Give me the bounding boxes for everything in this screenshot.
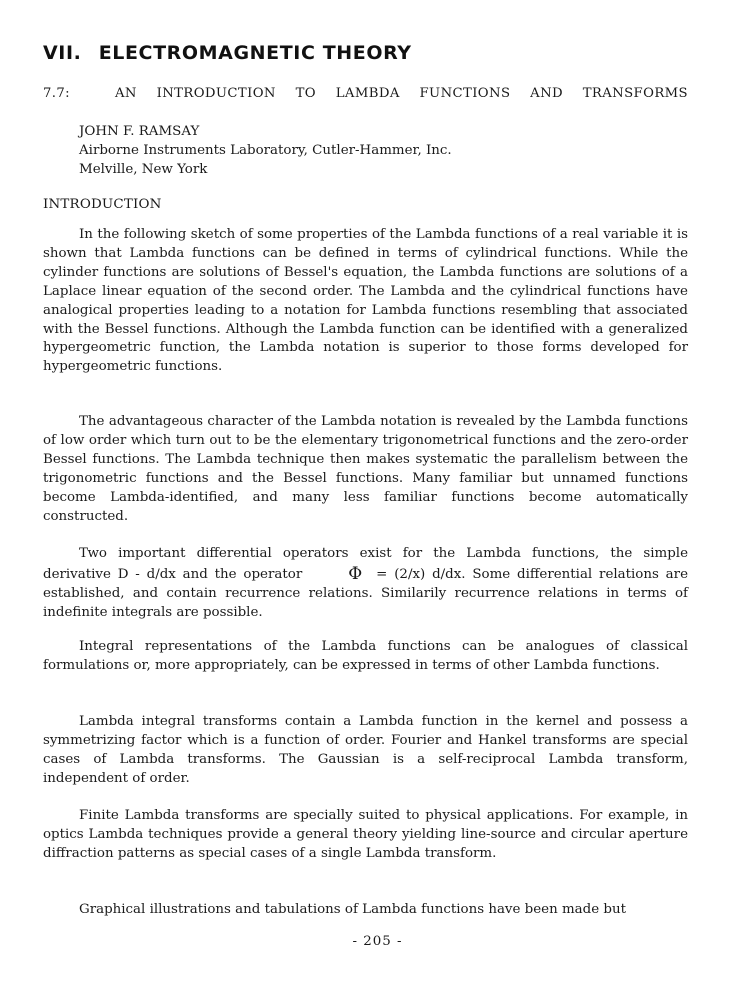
section-title-word: FUNCTIONS [419, 86, 511, 101]
paragraph-5: Lambda integral transforms contain a Lambda function in the kernel and possess a symmetrizing factor which is a function of order. Fourier and Hankel transforms are special cases of Lambda transforms. The Gaussian is a self-reciprocal Lambda transform, independent of order. [43, 714, 688, 786]
paragraph-3 [43, 545, 688, 623]
section-title-word: TRANSFORMS [582, 86, 688, 101]
author-name: JOHN F. RAMSAY [79, 124, 200, 139]
chapter-heading [43, 42, 412, 64]
paragraph-1: In the following sketch of some properties of the Lambda functions of a real variable it is shown that Lambda functions can be defined in terms of cylindrical functions. While the cylinder functions are solutions of Bessel's equation, the Lambda functions are solutions of a Laplace linear equation of the second order. The Lambda and the cylindrical functions have analogical properties leading to a notation for Lambda functions resembling that associated with the Bessel functions. Although the Lambda function can be identified with a generalized hypergeometric function, the Lambda notation is superior to those forms developed for hypergeometric functions. [43, 227, 688, 375]
author-block [79, 122, 452, 179]
chapter-title: ELECTROMAGNETIC THEORY [98, 42, 412, 64]
paragraph-3-text-after: = (2/x) d/dx. Some differential relations are established, and contain recurrence relations. Similarily recurrence relations in terms of indefinite integrals are possible. [43, 566, 688, 620]
paragraph-2: The advantageous character of the Lambda notation is revealed by the Lambda functions of low order which turn out to be the elementary trigonometrical functions and the zero-order Bessel functions. The Lambda technique then makes systematic the parallelism between the trigonometric functions and the Bessel functions. Many familiar but unnamed functions become Lambda-identified, and many less familiar functions become automatically constructed. [43, 414, 688, 524]
phi-operator-icon: Φ [348, 563, 363, 584]
section-number: 7.7: [43, 86, 71, 101]
introduction-heading: INTRODUCTION [43, 197, 162, 212]
author-affiliation: Airborne Instruments Laboratory, Cutler-Hammer, Inc. [79, 143, 452, 158]
paragraph-7: Graphical illustrations and tabulations of Lambda functions have been made but [79, 902, 626, 917]
section-heading [43, 86, 688, 101]
paragraph-6: Finite Lambda transforms are specially suited to physical applications. For example, in optics Lambda techniques provide a general theory yielding line-source and circular aperture diffraction patterns as special cases of a single Lambda transform. [43, 808, 688, 861]
section-title-word: TO [295, 86, 317, 101]
chapter-number: VII. [43, 42, 82, 64]
paragraph-3-text-before: Two important differential operators exist for the Lambda functions, the simple derivative D - d/dx and the operator [43, 546, 688, 582]
paragraph-4: Integral representations of the Lambda functions can be analogues of classical formulations or, more appropriately, can be expressed in terms of other Lambda functions. [43, 639, 688, 673]
section-title-word: INTRODUCTION [156, 86, 276, 101]
section-title-word: AN [115, 86, 137, 101]
page-number: - 205 - [352, 934, 403, 949]
section-title [115, 86, 688, 101]
section-title-word: LAMBDA [335, 86, 400, 101]
section-title-word: AND [530, 86, 563, 101]
author-location: Melville, New York [79, 162, 208, 177]
